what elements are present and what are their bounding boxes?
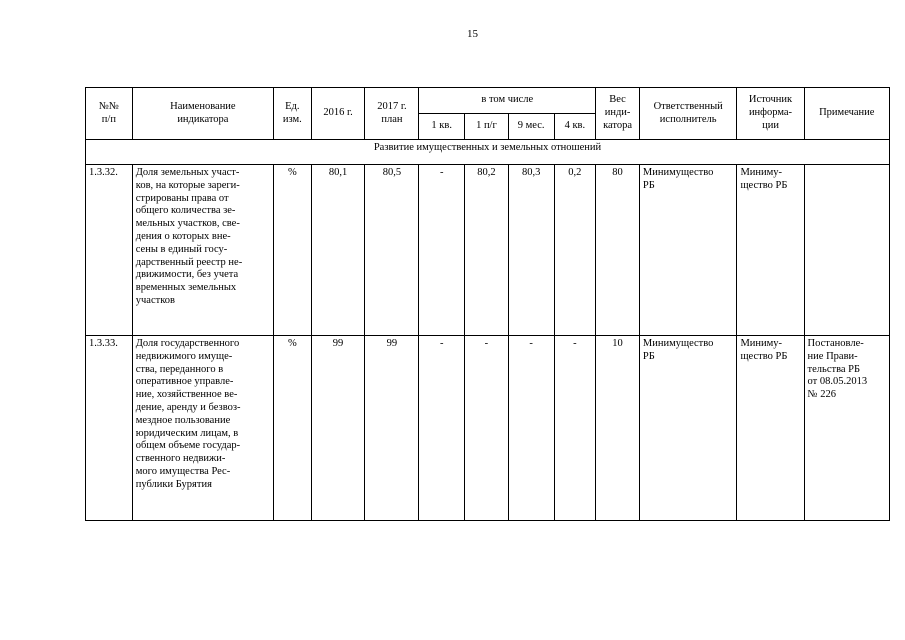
- row-responsible: Минимущество РБ: [639, 336, 737, 521]
- header-name: Наименование индикатора: [132, 88, 273, 140]
- header-including: в том числе: [419, 88, 596, 114]
- header-responsible: Ответственный исполнитель: [639, 88, 737, 140]
- row-name: Доля земельных участ- ков, на которые зареги- стрированы права от общего количества зе- мельных участков, све- дения о которых вне- сены в единый госу- дарственный реестр не- движимости, без учета временных земельных участков: [132, 165, 273, 336]
- header-h1: 1 п/г: [465, 114, 509, 140]
- header-9m: 9 мес.: [508, 114, 554, 140]
- row-num: 1.3.33.: [86, 336, 133, 521]
- row-unit: %: [274, 336, 312, 521]
- row-h1: -: [465, 336, 509, 521]
- header-weight: Вес инди- катора: [596, 88, 640, 140]
- section-row: [86, 140, 890, 165]
- row-9m: 80,3: [508, 165, 554, 336]
- row-weight: 10: [596, 336, 640, 521]
- table-row: [86, 165, 890, 336]
- row-num: 1.3.32.: [86, 165, 133, 336]
- row-q4: 0,2: [554, 165, 596, 336]
- row-note: [804, 165, 889, 336]
- row-9m: -: [508, 336, 554, 521]
- header-num: №№ п/п: [86, 88, 133, 140]
- page-number: 15: [467, 28, 478, 40]
- row-unit: %: [274, 165, 312, 336]
- row-2017: 99: [365, 336, 419, 521]
- row-h1: 80,2: [465, 165, 509, 336]
- header-q1: 1 кв.: [419, 114, 465, 140]
- header-note: Примечание: [804, 88, 889, 140]
- header-2016: 2016 г.: [311, 88, 365, 140]
- row-source: Миниму- щество РБ: [737, 165, 804, 336]
- header-unit: Ед. изм.: [274, 88, 312, 140]
- row-2016: 80,1: [311, 165, 365, 336]
- row-responsible: Минимущество РБ: [639, 165, 737, 336]
- row-name: Доля государственного недвижимого имуще- ства, переданного в оперативное управле- ние, хозяйственное ве- дение, аренду и безвоз- мездное пользование юридическим лицам, в общем объеме государ- ственного недвижи- мого имущества Рес- публики Бурятия: [132, 336, 273, 521]
- header-q4: 4 кв.: [554, 114, 596, 140]
- header-source: Источник информа- ции: [737, 88, 804, 140]
- row-q4: -: [554, 336, 596, 521]
- indicators-table: [85, 87, 890, 521]
- row-note: Постановле- ние Прави- тельства РБ от 08.05.2013 № 226: [804, 336, 889, 521]
- row-2016: 99: [311, 336, 365, 521]
- section-title: Развитие имущественных и земельных отношений: [86, 140, 890, 165]
- header-2017-plan: 2017 г. план: [365, 88, 419, 140]
- table-row: [86, 336, 890, 521]
- row-q1: -: [419, 165, 465, 336]
- row-q1: -: [419, 336, 465, 521]
- row-2017: 80,5: [365, 165, 419, 336]
- row-source: Миниму- щество РБ: [737, 336, 804, 521]
- row-weight: 80: [596, 165, 640, 336]
